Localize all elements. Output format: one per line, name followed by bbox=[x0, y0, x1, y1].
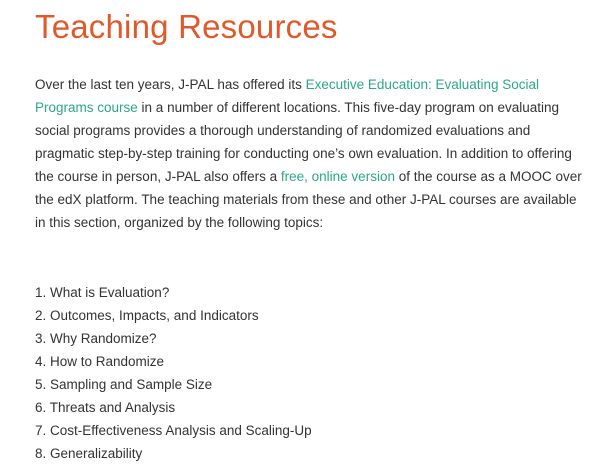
topic-item: 1. What is Evaluation? bbox=[35, 285, 170, 300]
topic-item: 7. Cost-Effectiveness Analysis and Scaling-Up bbox=[35, 423, 312, 438]
topics-list bbox=[35, 281, 587, 465]
intro-text-1: Over the last ten years, J-PAL has offered its bbox=[35, 77, 306, 92]
page-content bbox=[35, 0, 587, 465]
intro-text-2: in a number of different locations. This five-day program on evaluating social programs provides a thorough understanding of randomized evaluations and pragmatic step-by-step training for conducting one’s own evaluation. In addition to offering the course in person, J-PAL also offers a bbox=[35, 100, 572, 184]
topic-item: 3. Why Randomize? bbox=[35, 331, 157, 346]
executive-education-course-link[interactable]: Executive Education: Evaluating Social Programs course bbox=[35, 77, 540, 115]
free-online-version-link[interactable]: free, online version bbox=[280, 169, 395, 184]
intro-paragraph bbox=[35, 73, 587, 234]
topic-item: 5. Sampling and Sample Size bbox=[35, 377, 213, 392]
page-title: Teaching Resources bbox=[35, 8, 338, 45]
topic-item: 6. Threats and Analysis bbox=[35, 400, 176, 415]
topic-item: 2. Outcomes, Impacts, and Indicators bbox=[35, 308, 259, 323]
topic-item: 4. How to Randomize bbox=[35, 354, 165, 369]
topic-item: 8. Generalizability bbox=[35, 446, 143, 461]
intro-text-3: of the course as a MOOC over the edX platform. The teaching materials from these and other J-PAL courses are available in this section, organized by the following topics: bbox=[35, 169, 582, 230]
